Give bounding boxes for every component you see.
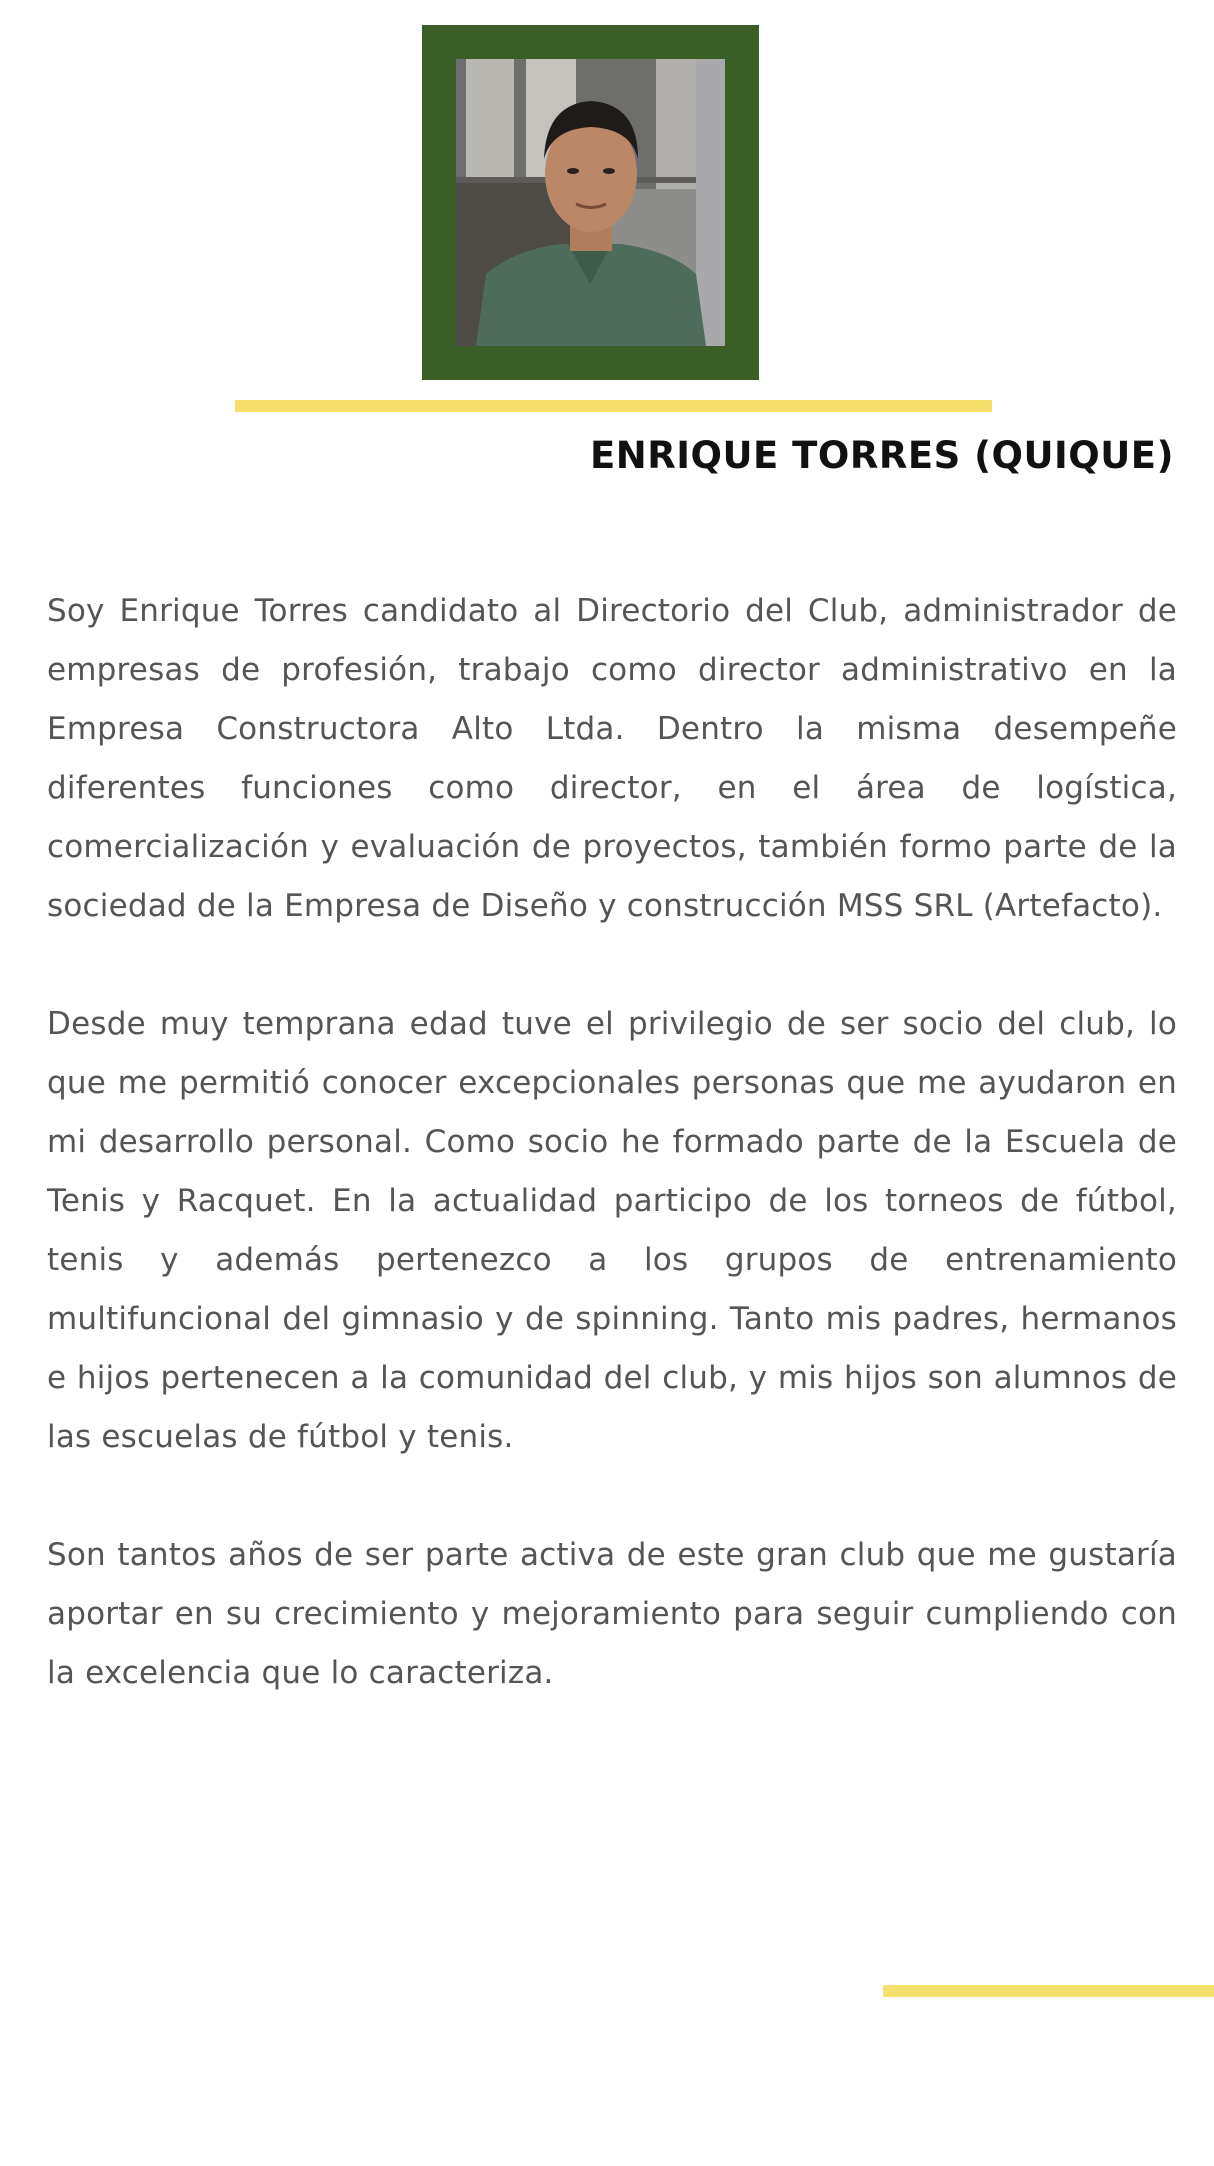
photo-frame — [422, 25, 759, 380]
bio-paragraph-2: Desde muy temprana edad tuve el privilegio de ser socio del club, lo que me permitió conocer excepcionales personas que me ayudaron en mi desarrollo personal. Como socio he formado parte de la Escuela de Tenis y Racquet. En la actualidad participo de los torneos de fútbol, tenis y además pertenezco a los grupos de entrenamiento multifuncional del gimnasio y de spinning. Tanto mis padres, hermanos e hijos pertenecen a la comunidad del club, y mis hijos son alumnos de las escuelas de fútbol y tenis. — [47, 1006, 1177, 1455]
accent-bar-top — [235, 400, 992, 412]
candidate-photo — [456, 59, 725, 346]
bio-paragraph-1: Soy Enrique Torres candidato al Directorio del Club, administrador de empresas de profesión, trabajo como director administrativo en la Empresa Constructora Alto Ltda. Dentro la misma desempeñe diferentes funciones como director, en el área de logística, comercialización y evaluación de proyectos, también formo parte de la sociedad de la Empresa de Diseño y construcción MSS SRL (Artefacto). — [47, 593, 1177, 924]
bio-paragraph-3: Son tantos años de ser parte activa de este gran club que me gustaría aportar en su crecimiento y mejoramiento para seguir cumpliendo con la excelencia que lo caracteriza. — [47, 1537, 1177, 1691]
accent-bar-bottom — [883, 1985, 1214, 1997]
person-photo-icon — [456, 59, 725, 346]
candidate-name: ENRIQUE TORRES (QUIQUE) — [590, 434, 1174, 477]
bio-section — [47, 582, 1177, 1762]
